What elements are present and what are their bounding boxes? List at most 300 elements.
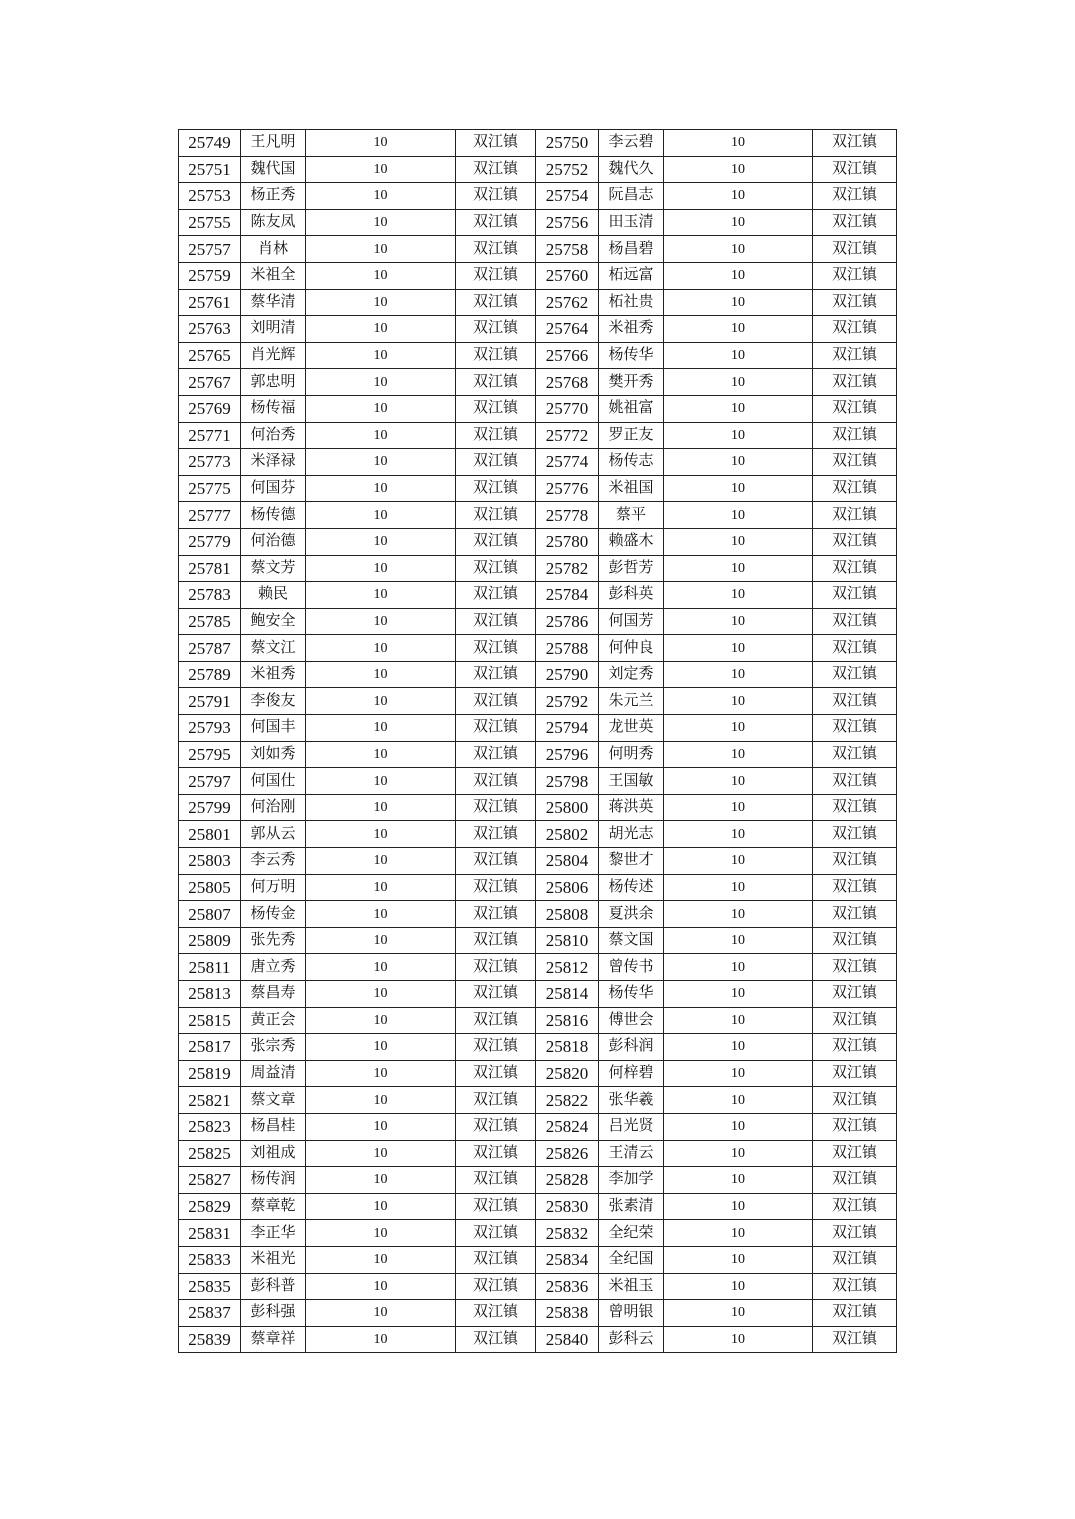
left-town-cell: 双江镇 <box>456 528 536 555</box>
left-name-cell: 赖民 <box>241 582 306 609</box>
right-name-cell: 米祖秀 <box>599 316 664 343</box>
left-town-cell: 双江镇 <box>456 369 536 396</box>
left-name-cell: 鲍安全 <box>241 608 306 635</box>
left-id-cell: 25749 <box>179 130 241 157</box>
right-name-cell: 朱元兰 <box>599 688 664 715</box>
table-row <box>179 1246 897 1273</box>
left-amount-cell: 10 <box>306 981 456 1008</box>
right-town-cell: 双江镇 <box>813 183 897 210</box>
table-row <box>179 555 897 582</box>
right-id-cell: 25784 <box>536 582 599 609</box>
right-name-cell: 米祖国 <box>599 475 664 502</box>
left-town-cell: 双江镇 <box>456 449 536 476</box>
right-name-cell: 曾明银 <box>599 1300 664 1327</box>
left-amount-cell: 10 <box>306 1060 456 1087</box>
right-name-cell: 姚祖富 <box>599 395 664 422</box>
right-id-cell: 25776 <box>536 475 599 502</box>
table-row <box>179 848 897 875</box>
right-amount-cell: 10 <box>664 1140 813 1167</box>
right-name-cell: 蔡平 <box>599 502 664 529</box>
left-name-cell: 张宗秀 <box>241 1034 306 1061</box>
right-town-cell: 双江镇 <box>813 1167 897 1194</box>
left-amount-cell: 10 <box>306 156 456 183</box>
left-amount-cell: 10 <box>306 715 456 742</box>
left-town-cell: 双江镇 <box>456 183 536 210</box>
left-amount-cell: 10 <box>306 449 456 476</box>
left-town-cell: 双江镇 <box>456 262 536 289</box>
right-name-cell: 全纪国 <box>599 1246 664 1273</box>
left-name-cell: 何万明 <box>241 874 306 901</box>
right-id-cell: 25820 <box>536 1060 599 1087</box>
left-id-cell: 25839 <box>179 1326 241 1353</box>
right-id-cell: 25760 <box>536 262 599 289</box>
right-town-cell: 双江镇 <box>813 954 897 981</box>
left-amount-cell: 10 <box>306 422 456 449</box>
table-row <box>179 927 897 954</box>
left-town-cell: 双江镇 <box>456 821 536 848</box>
left-amount-cell: 10 <box>306 768 456 795</box>
right-id-cell: 25764 <box>536 316 599 343</box>
table-row <box>179 635 897 662</box>
right-amount-cell: 10 <box>664 1273 813 1300</box>
right-id-cell: 25832 <box>536 1220 599 1247</box>
left-amount-cell: 10 <box>306 1273 456 1300</box>
right-id-cell: 25770 <box>536 395 599 422</box>
right-name-cell: 曾传书 <box>599 954 664 981</box>
right-name-cell: 刘定秀 <box>599 661 664 688</box>
left-id-cell: 25781 <box>179 555 241 582</box>
right-id-cell: 25808 <box>536 901 599 928</box>
right-name-cell: 吕光贤 <box>599 1113 664 1140</box>
right-id-cell: 25826 <box>536 1140 599 1167</box>
table-row <box>179 1193 897 1220</box>
left-amount-cell: 10 <box>306 1193 456 1220</box>
left-amount-cell: 10 <box>306 1113 456 1140</box>
left-name-cell: 刘如秀 <box>241 741 306 768</box>
left-amount-cell: 10 <box>306 661 456 688</box>
left-town-cell: 双江镇 <box>456 874 536 901</box>
table-row <box>179 901 897 928</box>
table-row <box>179 1140 897 1167</box>
left-town-cell: 双江镇 <box>456 289 536 316</box>
right-town-cell: 双江镇 <box>813 608 897 635</box>
left-id-cell: 25821 <box>179 1087 241 1114</box>
left-name-cell: 杨正秀 <box>241 183 306 210</box>
right-name-cell: 王国敏 <box>599 768 664 795</box>
left-name-cell: 郭从云 <box>241 821 306 848</box>
right-amount-cell: 10 <box>664 1193 813 1220</box>
right-town-cell: 双江镇 <box>813 1220 897 1247</box>
right-town-cell: 双江镇 <box>813 794 897 821</box>
right-id-cell: 25814 <box>536 981 599 1008</box>
right-id-cell: 25836 <box>536 1273 599 1300</box>
left-town-cell: 双江镇 <box>456 236 536 263</box>
left-id-cell: 25797 <box>179 768 241 795</box>
right-town-cell: 双江镇 <box>813 741 897 768</box>
table-row <box>179 475 897 502</box>
right-name-cell: 李云碧 <box>599 130 664 157</box>
right-town-cell: 双江镇 <box>813 502 897 529</box>
right-id-cell: 25778 <box>536 502 599 529</box>
left-town-cell: 双江镇 <box>456 1140 536 1167</box>
right-town-cell: 双江镇 <box>813 528 897 555</box>
right-amount-cell: 10 <box>664 1113 813 1140</box>
right-town-cell: 双江镇 <box>813 395 897 422</box>
right-town-cell: 双江镇 <box>813 1300 897 1327</box>
left-id-cell: 25755 <box>179 209 241 236</box>
left-id-cell: 25837 <box>179 1300 241 1327</box>
left-amount-cell: 10 <box>306 555 456 582</box>
left-amount-cell: 10 <box>306 369 456 396</box>
right-town-cell: 双江镇 <box>813 422 897 449</box>
right-amount-cell: 10 <box>664 449 813 476</box>
left-id-cell: 25765 <box>179 342 241 369</box>
right-amount-cell: 10 <box>664 289 813 316</box>
left-town-cell: 双江镇 <box>456 794 536 821</box>
left-name-cell: 何国芬 <box>241 475 306 502</box>
right-town-cell: 双江镇 <box>813 555 897 582</box>
right-id-cell: 25752 <box>536 156 599 183</box>
left-amount-cell: 10 <box>306 1246 456 1273</box>
left-amount-cell: 10 <box>306 342 456 369</box>
table-row <box>179 1273 897 1300</box>
left-amount-cell: 10 <box>306 289 456 316</box>
left-amount-cell: 10 <box>306 130 456 157</box>
right-id-cell: 25798 <box>536 768 599 795</box>
left-id-cell: 25757 <box>179 236 241 263</box>
left-name-cell: 蔡章乾 <box>241 1193 306 1220</box>
table-row <box>179 1220 897 1247</box>
left-name-cell: 张先秀 <box>241 927 306 954</box>
left-amount-cell: 10 <box>306 528 456 555</box>
left-id-cell: 25817 <box>179 1034 241 1061</box>
right-amount-cell: 10 <box>664 528 813 555</box>
right-name-cell: 何仲良 <box>599 635 664 662</box>
right-town-cell: 双江镇 <box>813 1326 897 1353</box>
left-id-cell: 25783 <box>179 582 241 609</box>
right-name-cell: 何国芳 <box>599 608 664 635</box>
table-row <box>179 794 897 821</box>
right-name-cell: 全纪荣 <box>599 1220 664 1247</box>
right-amount-cell: 10 <box>664 848 813 875</box>
left-id-cell: 25815 <box>179 1007 241 1034</box>
right-name-cell: 罗正友 <box>599 422 664 449</box>
left-town-cell: 双江镇 <box>456 927 536 954</box>
left-amount-cell: 10 <box>306 927 456 954</box>
right-town-cell: 双江镇 <box>813 874 897 901</box>
right-name-cell: 张华羲 <box>599 1087 664 1114</box>
right-id-cell: 25818 <box>536 1034 599 1061</box>
left-amount-cell: 10 <box>306 874 456 901</box>
table-row <box>179 954 897 981</box>
right-id-cell: 25838 <box>536 1300 599 1327</box>
right-name-cell: 杨传述 <box>599 874 664 901</box>
left-town-cell: 双江镇 <box>456 316 536 343</box>
left-amount-cell: 10 <box>306 1087 456 1114</box>
left-name-cell: 陈友凤 <box>241 209 306 236</box>
right-name-cell: 杨昌碧 <box>599 236 664 263</box>
left-town-cell: 双江镇 <box>456 395 536 422</box>
left-id-cell: 25819 <box>179 1060 241 1087</box>
right-id-cell: 25828 <box>536 1167 599 1194</box>
left-id-cell: 25775 <box>179 475 241 502</box>
right-town-cell: 双江镇 <box>813 1193 897 1220</box>
right-town-cell: 双江镇 <box>813 449 897 476</box>
right-town-cell: 双江镇 <box>813 848 897 875</box>
left-name-cell: 彭科强 <box>241 1300 306 1327</box>
right-town-cell: 双江镇 <box>813 582 897 609</box>
right-amount-cell: 10 <box>664 715 813 742</box>
right-amount-cell: 10 <box>664 209 813 236</box>
left-town-cell: 双江镇 <box>456 209 536 236</box>
left-id-cell: 25807 <box>179 901 241 928</box>
right-town-cell: 双江镇 <box>813 821 897 848</box>
right-amount-cell: 10 <box>664 316 813 343</box>
right-name-cell: 王清云 <box>599 1140 664 1167</box>
left-amount-cell: 10 <box>306 821 456 848</box>
right-id-cell: 25762 <box>536 289 599 316</box>
right-amount-cell: 10 <box>664 369 813 396</box>
table-row <box>179 130 897 157</box>
left-name-cell: 肖光辉 <box>241 342 306 369</box>
left-town-cell: 双江镇 <box>456 608 536 635</box>
right-id-cell: 25812 <box>536 954 599 981</box>
left-name-cell: 杨传福 <box>241 395 306 422</box>
right-amount-cell: 10 <box>664 901 813 928</box>
left-id-cell: 25811 <box>179 954 241 981</box>
left-name-cell: 王凡明 <box>241 130 306 157</box>
right-id-cell: 25758 <box>536 236 599 263</box>
right-town-cell: 双江镇 <box>813 316 897 343</box>
right-id-cell: 25804 <box>536 848 599 875</box>
right-amount-cell: 10 <box>664 794 813 821</box>
left-amount-cell: 10 <box>306 1300 456 1327</box>
table-row <box>179 1167 897 1194</box>
right-amount-cell: 10 <box>664 768 813 795</box>
table-row <box>179 688 897 715</box>
left-name-cell: 何治德 <box>241 528 306 555</box>
left-amount-cell: 10 <box>306 395 456 422</box>
right-id-cell: 25794 <box>536 715 599 742</box>
left-id-cell: 25759 <box>179 262 241 289</box>
left-id-cell: 25805 <box>179 874 241 901</box>
right-amount-cell: 10 <box>664 475 813 502</box>
left-town-cell: 双江镇 <box>456 475 536 502</box>
right-name-cell: 彭科润 <box>599 1034 664 1061</box>
right-amount-cell: 10 <box>664 741 813 768</box>
left-town-cell: 双江镇 <box>456 342 536 369</box>
right-id-cell: 25796 <box>536 741 599 768</box>
left-name-cell: 魏代国 <box>241 156 306 183</box>
left-town-cell: 双江镇 <box>456 981 536 1008</box>
left-amount-cell: 10 <box>306 1034 456 1061</box>
left-name-cell: 彭科普 <box>241 1273 306 1300</box>
right-id-cell: 25810 <box>536 927 599 954</box>
left-amount-cell: 10 <box>306 316 456 343</box>
left-id-cell: 25785 <box>179 608 241 635</box>
right-name-cell: 傅世会 <box>599 1007 664 1034</box>
table-row <box>179 874 897 901</box>
right-id-cell: 25750 <box>536 130 599 157</box>
right-town-cell: 双江镇 <box>813 262 897 289</box>
left-name-cell: 蔡文江 <box>241 635 306 662</box>
right-town-cell: 双江镇 <box>813 1273 897 1300</box>
right-amount-cell: 10 <box>664 262 813 289</box>
right-amount-cell: 10 <box>664 130 813 157</box>
left-id-cell: 25831 <box>179 1220 241 1247</box>
left-town-cell: 双江镇 <box>456 715 536 742</box>
right-name-cell: 赖盛木 <box>599 528 664 555</box>
left-amount-cell: 10 <box>306 954 456 981</box>
left-id-cell: 25779 <box>179 528 241 555</box>
left-id-cell: 25767 <box>179 369 241 396</box>
left-name-cell: 黄正会 <box>241 1007 306 1034</box>
right-town-cell: 双江镇 <box>813 661 897 688</box>
right-name-cell: 杨传华 <box>599 342 664 369</box>
table-row <box>179 1034 897 1061</box>
right-amount-cell: 10 <box>664 661 813 688</box>
right-town-cell: 双江镇 <box>813 1060 897 1087</box>
left-id-cell: 25801 <box>179 821 241 848</box>
left-town-cell: 双江镇 <box>456 848 536 875</box>
right-name-cell: 张素清 <box>599 1193 664 1220</box>
left-name-cell: 李正华 <box>241 1220 306 1247</box>
right-id-cell: 25772 <box>536 422 599 449</box>
right-amount-cell: 10 <box>664 1220 813 1247</box>
right-id-cell: 25754 <box>536 183 599 210</box>
left-town-cell: 双江镇 <box>456 130 536 157</box>
table-row <box>179 768 897 795</box>
left-id-cell: 25769 <box>179 395 241 422</box>
right-town-cell: 双江镇 <box>813 635 897 662</box>
left-name-cell: 蔡文章 <box>241 1087 306 1114</box>
left-id-cell: 25823 <box>179 1113 241 1140</box>
right-town-cell: 双江镇 <box>813 1034 897 1061</box>
right-name-cell: 柘远富 <box>599 262 664 289</box>
right-name-cell: 彭哲芳 <box>599 555 664 582</box>
right-amount-cell: 10 <box>664 582 813 609</box>
table-row <box>179 981 897 1008</box>
table-row <box>179 422 897 449</box>
left-amount-cell: 10 <box>306 236 456 263</box>
right-name-cell: 龙世英 <box>599 715 664 742</box>
left-amount-cell: 10 <box>306 1007 456 1034</box>
left-name-cell: 刘祖成 <box>241 1140 306 1167</box>
left-town-cell: 双江镇 <box>456 1087 536 1114</box>
right-town-cell: 双江镇 <box>813 1246 897 1273</box>
left-name-cell: 蔡华清 <box>241 289 306 316</box>
table-row <box>179 262 897 289</box>
right-amount-cell: 10 <box>664 395 813 422</box>
left-town-cell: 双江镇 <box>456 1220 536 1247</box>
right-id-cell: 25790 <box>536 661 599 688</box>
left-id-cell: 25789 <box>179 661 241 688</box>
left-amount-cell: 10 <box>306 608 456 635</box>
right-town-cell: 双江镇 <box>813 688 897 715</box>
table-row <box>179 156 897 183</box>
right-name-cell: 黎世才 <box>599 848 664 875</box>
right-id-cell: 25786 <box>536 608 599 635</box>
right-id-cell: 25780 <box>536 528 599 555</box>
left-amount-cell: 10 <box>306 688 456 715</box>
left-town-cell: 双江镇 <box>456 422 536 449</box>
left-amount-cell: 10 <box>306 901 456 928</box>
right-amount-cell: 10 <box>664 156 813 183</box>
right-name-cell: 何明秀 <box>599 741 664 768</box>
left-id-cell: 25827 <box>179 1167 241 1194</box>
right-name-cell: 杨传华 <box>599 981 664 1008</box>
left-town-cell: 双江镇 <box>456 1060 536 1087</box>
right-id-cell: 25774 <box>536 449 599 476</box>
right-amount-cell: 10 <box>664 555 813 582</box>
left-amount-cell: 10 <box>306 262 456 289</box>
right-amount-cell: 10 <box>664 954 813 981</box>
right-amount-cell: 10 <box>664 1087 813 1114</box>
left-id-cell: 25777 <box>179 502 241 529</box>
left-id-cell: 25791 <box>179 688 241 715</box>
right-name-cell: 田玉清 <box>599 209 664 236</box>
right-name-cell: 魏代久 <box>599 156 664 183</box>
left-town-cell: 双江镇 <box>456 901 536 928</box>
left-name-cell: 米祖全 <box>241 262 306 289</box>
left-town-cell: 双江镇 <box>456 1113 536 1140</box>
table-row <box>179 582 897 609</box>
left-amount-cell: 10 <box>306 1167 456 1194</box>
left-name-cell: 杨昌桂 <box>241 1113 306 1140</box>
left-town-cell: 双江镇 <box>456 1007 536 1034</box>
right-town-cell: 双江镇 <box>813 130 897 157</box>
right-name-cell: 彭科英 <box>599 582 664 609</box>
right-id-cell: 25768 <box>536 369 599 396</box>
left-amount-cell: 10 <box>306 635 456 662</box>
table-row <box>179 236 897 263</box>
right-town-cell: 双江镇 <box>813 342 897 369</box>
left-town-cell: 双江镇 <box>456 156 536 183</box>
left-id-cell: 25771 <box>179 422 241 449</box>
right-name-cell: 李加学 <box>599 1167 664 1194</box>
right-id-cell: 25834 <box>536 1246 599 1273</box>
right-id-cell: 25840 <box>536 1326 599 1353</box>
left-town-cell: 双江镇 <box>456 661 536 688</box>
right-id-cell: 25816 <box>536 1007 599 1034</box>
right-town-cell: 双江镇 <box>813 927 897 954</box>
right-town-cell: 双江镇 <box>813 236 897 263</box>
left-amount-cell: 10 <box>306 1326 456 1353</box>
left-town-cell: 双江镇 <box>456 635 536 662</box>
left-id-cell: 25835 <box>179 1273 241 1300</box>
table-row <box>179 502 897 529</box>
left-amount-cell: 10 <box>306 502 456 529</box>
left-town-cell: 双江镇 <box>456 1034 536 1061</box>
left-name-cell: 刘明清 <box>241 316 306 343</box>
left-name-cell: 蔡昌寿 <box>241 981 306 1008</box>
table-row <box>179 209 897 236</box>
left-name-cell: 米泽禄 <box>241 449 306 476</box>
left-name-cell: 杨传德 <box>241 502 306 529</box>
left-town-cell: 双江镇 <box>456 582 536 609</box>
left-id-cell: 25763 <box>179 316 241 343</box>
table-row <box>179 715 897 742</box>
right-amount-cell: 10 <box>664 1060 813 1087</box>
left-town-cell: 双江镇 <box>456 741 536 768</box>
roster-table <box>178 129 897 1353</box>
right-town-cell: 双江镇 <box>813 981 897 1008</box>
right-id-cell: 25822 <box>536 1087 599 1114</box>
right-town-cell: 双江镇 <box>813 475 897 502</box>
right-name-cell: 何梓碧 <box>599 1060 664 1087</box>
left-town-cell: 双江镇 <box>456 555 536 582</box>
table-row <box>179 395 897 422</box>
